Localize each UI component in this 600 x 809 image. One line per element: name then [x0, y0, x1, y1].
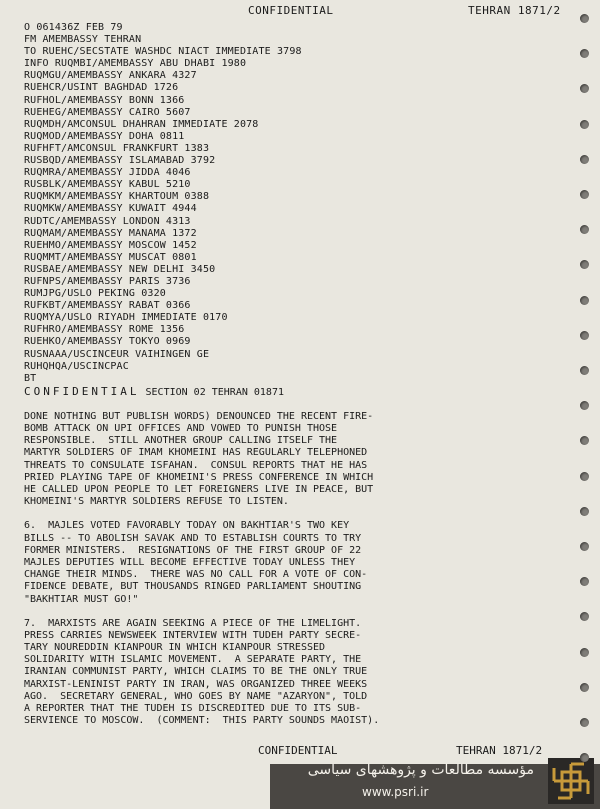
punch-hole — [580, 542, 589, 551]
header-reference: TEHRAN 1871/2 — [468, 4, 561, 17]
punch-hole — [580, 612, 589, 621]
punch-hole — [580, 225, 589, 234]
paragraph-line: 7. MARXISTS ARE AGAIN SEEKING A PIECE OF THE LIMELIGHT. — [24, 617, 362, 629]
punch-hole — [580, 577, 589, 586]
routing-line: RUSNAAA/USCINCEUR VAIHINGEN GE — [24, 348, 210, 360]
routing-line: RUSBQD/AMEMBASSY ISLAMABAD 3792 — [24, 155, 216, 167]
routing-line: RUQMYA/USLO RIYADH IMMEDIATE 0170 — [24, 312, 228, 324]
paragraph-line: DONE NOTHING BUT PUBLISH WORDS) DENOUNCED THE RECENT FIRE- — [24, 410, 374, 422]
watermark-institute: مؤسسه مطالعات و پژوهشهای سیاسی — [307, 762, 534, 778]
routing-line: O 061436Z FEB 79 — [24, 22, 123, 33]
punch-hole — [580, 718, 589, 727]
paragraph-line: SOLIDARITY WITH ISLAMIC MOVEMENT. A SEPARATE PARTY, THE — [24, 654, 362, 666]
paragraph-line: RESPONSIBLE. STILL ANOTHER GROUP CALLING ITSELF THE — [24, 435, 338, 447]
paragraph-line: THREATS TO CONSULATE ISFAHAN. CONSUL REPORTS THAT HE HAS — [24, 459, 368, 471]
routing-line: RUQMGU/AMEMBASSY ANKARA 4327 — [24, 70, 197, 82]
punch-hole — [580, 120, 589, 129]
punch-hole — [580, 507, 589, 516]
punch-hole — [580, 296, 589, 305]
routing-line: RUHQHQA/USCINCPAC — [24, 360, 129, 372]
punch-hole — [580, 366, 589, 375]
paragraph-line: FIDENCE DEBATE, BUT THOUSANDS RINGED PARLIAMENT SHOUTING — [24, 581, 362, 593]
routing-line: RUFKBT/AMEMBASSY RABAT 0366 — [24, 300, 191, 312]
paragraph-line: KHOMEINI'S MARTYR SOLDIERS REFUSE TO LISTEN. — [24, 496, 289, 508]
punch-hole — [580, 260, 589, 269]
watermark-url: www.psri.ir — [362, 785, 429, 799]
routing-line: INFO RUQMBI/AMEMBASSY ABU DHABI 1980 — [24, 58, 247, 70]
routing-line: RUMJPG/USLO PEKING 0320 — [24, 288, 166, 300]
routing-line: RUEHKO/AMEMBASSY TOKYO 0969 — [24, 336, 191, 348]
section-text: SECTION 02 TEHRAN 01871 — [145, 386, 284, 398]
routing-line: RUQMMT/AMEMBASSY MUSCAT 0801 — [24, 251, 197, 263]
routing-line: RUSBAE/AMEMBASSY NEW DELHI 3450 — [24, 263, 216, 275]
punch-hole — [580, 14, 589, 23]
routing-line: TO RUEHC/SECSTATE WASHDC NIACT IMMEDIATE 3798 — [24, 46, 302, 58]
paragraph-line: BILLS -- TO ABOLISH SAVAK AND TO ESTABLISH COURTS TO TRY — [24, 532, 362, 544]
routing-line: FM AMEMBASSY TEHRAN — [24, 34, 142, 46]
punch-hole — [580, 84, 589, 93]
routing-line: RUQMKW/AMEMBASSY KUWAIT 4944 — [24, 203, 197, 215]
footer-reference: TEHRAN 1871/2 — [456, 744, 543, 757]
paragraph — [24, 520, 454, 605]
paragraph-line: 6. MAJLES VOTED FAVORABLY TODAY ON BAKHTIAR'S TWO KEY — [24, 520, 350, 532]
routing-line: RUDTC/AMEMBASSY LONDON 4313 — [24, 215, 191, 227]
routing-line: RUEHCR/USINT BAGHDAD 1726 — [24, 82, 179, 94]
routing-line: RUFNPS/AMEMBASSY PARIS 3736 — [24, 275, 191, 287]
paragraph-line: CHANGE THEIR MINDS. THERE WAS NO CALL FOR A VOTE OF CON- — [24, 569, 368, 581]
paragraph-line: AGO. SECRETARY GENERAL, WHO GOES BY NAME "AZARYON", TOLD — [24, 690, 368, 702]
routing-line: RUFHOL/AMEMBASSY BONN 1366 — [24, 94, 185, 106]
section-classification: CONFIDENTIAL — [24, 384, 140, 398]
punch-hole — [580, 436, 589, 445]
routing-block — [24, 22, 576, 385]
paragraph-line: HE CALLED UPON PEOPLE TO LET FOREIGNERS LIVE IN PEACE, BUT — [24, 484, 374, 496]
punch-holes — [580, 0, 594, 809]
punch-hole — [580, 49, 589, 58]
paragraph-line: SERVIENCE TO MOSCOW. (COMMENT: THIS PARTY SOUNDS MAOIST). — [24, 715, 380, 727]
paragraph-line: MARTYR SOLDIERS OF IMAM KHOMEINI HAS REGULARLY TELEPHONED — [24, 447, 368, 459]
header-classification: CONFIDENTIAL — [248, 4, 334, 17]
paragraph-line: A REPORTER THAT THE TUDEH IS DISCREDITED DUE TO ITS SUB- — [24, 703, 362, 715]
punch-hole — [580, 472, 589, 481]
paragraph-line: PRESS CARRIES NEWSWEEK INTERVIEW WITH TUDEH PARTY SECRE- — [24, 629, 362, 641]
routing-line: RUFHRO/AMEMBASSY ROME 1356 — [24, 324, 185, 336]
routing-line: RUQMDH/AMCONSUL DHAHRAN IMMEDIATE 2078 — [24, 118, 259, 130]
paragraph-line: "BAKHTIAR MUST GO!" — [24, 593, 139, 605]
routing-line: RUQMRA/AMEMBASSY JIDDA 4046 — [24, 167, 191, 179]
paragraph-line: MAJLES DEPUTIES WILL BECOME EFFECTIVE TODAY UNLESS THEY — [24, 556, 356, 568]
paragraph — [24, 618, 454, 728]
paragraphs-block — [24, 411, 576, 728]
paragraph-line: BOMB ATTACK ON UPI OFFICES AND VOWED TO PUNISH THOSE — [24, 423, 338, 435]
punch-hole — [580, 331, 589, 340]
paragraph-line: PRIED PLAYING TAPE OF KHOMEINI'S PRESS CONFERENCE IN WHICH — [24, 471, 374, 483]
punch-hole — [580, 683, 589, 692]
paragraph-line: TARY NOUREDDIN KIANPOUR IN WHICH KIANPOUR STRESSED — [24, 642, 326, 654]
routing-line: RUEHEG/AMEMBASSY CAIRO 5607 — [24, 106, 191, 118]
routing-line: RUFHFT/AMCONSUL FRANKFURT 1383 — [24, 142, 210, 154]
routing-line: RUQMOD/AMEMBASSY DOHA 0811 — [24, 130, 185, 142]
punch-hole — [580, 401, 589, 410]
routing-line: RUSBLK/AMEMBASSY KABUL 5210 — [24, 179, 191, 191]
punch-hole — [580, 648, 589, 657]
routing-line: BT — [24, 372, 37, 384]
punch-hole — [580, 190, 589, 199]
paragraph-line: MARXIST-LENINIST PARTY IN IRAN, WAS ORGANIZED THREE WEEKS — [24, 678, 368, 690]
routing-line: RUQMKM/AMEMBASSY KHARTOUM 0388 — [24, 191, 210, 203]
footer-classification: CONFIDENTIAL — [258, 744, 338, 757]
punch-hole — [580, 753, 589, 762]
paragraph — [24, 411, 454, 509]
routing-line: RUQMAM/AMEMBASSY MANAMA 1372 — [24, 227, 197, 239]
paragraph-line: IRANIAN COMMUNIST PARTY, WHICH CLAIMS TO BE THE ONLY TRUE — [24, 666, 368, 678]
punch-hole — [580, 155, 589, 164]
paragraph-line: FORMER MINISTERS. RESIGNATIONS OF THE FIRST GROUP OF 22 — [24, 544, 362, 556]
section-line — [24, 386, 576, 399]
cable-body — [24, 22, 576, 727]
routing-line: RUEHMO/AMEMBASSY MOSCOW 1452 — [24, 239, 197, 251]
